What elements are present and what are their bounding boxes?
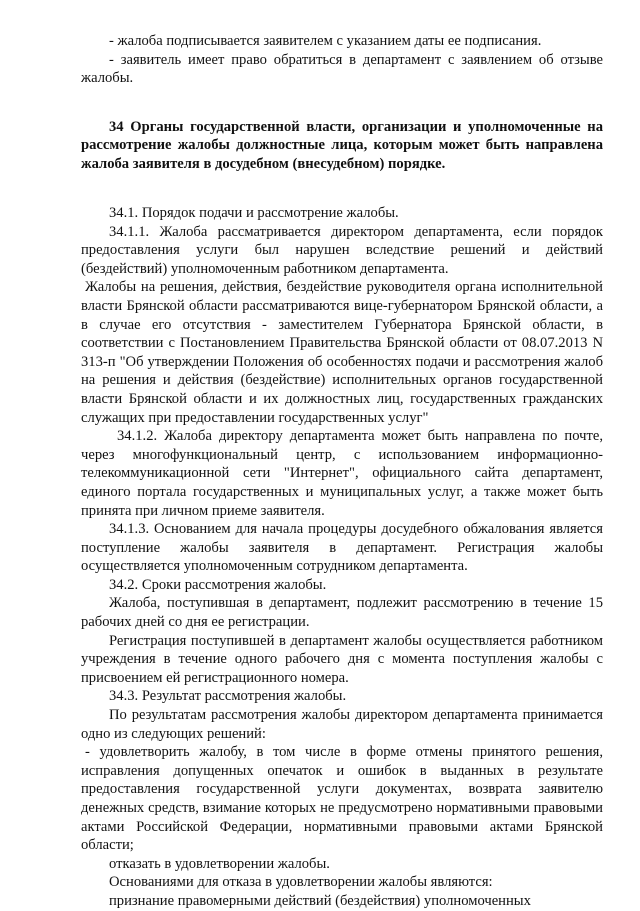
intro-line-signature: - жалоба подписывается заявителем с указанием даты ее подписания.	[109, 33, 542, 49]
paragraph-34-1: 34.1. Порядок подачи и рассмотрение жалобы.	[109, 205, 399, 221]
intro-line-withdrawal: - заявитель имеет право обратиться в департамент с заявлением об отзыве жалобы.	[81, 51, 603, 87]
paragraph-34-1-2: 34.1.2. Жалоба директору департамента может быть направлена по почте, через многофункциональный центр, с использованием информационно-телекоммуникационной сети "Интернет", официального сайта департамент, единого портала государственных и муниципальных услуг, а также может быть принята при личном приеме заявителя.	[81, 428, 603, 519]
paragraph-satisfy: - удовлетворить жалобу, в том числе в форме отмены принятого решения, исправления допущенных опечаток и ошибок в выданных в результате предоставления государственной услуги документах, возврата заявителю денежных средств, взимание которых не предусмотрено нормативными правовыми актами Российской Федерации, нормативными правовыми актами Брянской области;	[81, 744, 603, 854]
paragraph-34-2: 34.2. Сроки рассмотрения жалобы.	[109, 576, 327, 593]
document-page	[81, 32, 603, 911]
paragraph-34-1-3: 34.1.3. Основанием для начала процедуры досудебного обжалования является поступление жалобы заявителя в департамент. Регистрация жалобы осуществляется уполномоченным сотрудником департамента.	[81, 521, 603, 575]
section-heading: 34 Органы государственной власти, организации и уполномоченные на рассмотрение жалобы должностные лица, которым может быть направлена жалоба заявителя в досудебном (внесудебном) порядке.	[81, 118, 603, 172]
paragraph-refusal-grounds: Основаниями для отказа в удовлетворении жалобы являются:	[109, 874, 493, 891]
paragraph-34-3: 34.3. Результат рассмотрения жалобы.	[109, 688, 347, 705]
paragraph-review-period: Жалоба, поступившая в департамент, подлежит рассмотрению в течение 15 рабочих дней со дня ее регистрации.	[81, 595, 603, 631]
paragraph-decision: По результатам рассмотрения жалобы директором департамента принимается одно из следующих решений:	[81, 707, 603, 742]
paragraph-recognition: признание правомерными действий (бездействия) уполномоченных	[109, 892, 531, 909]
paragraph-34-1-1: 34.1.1. Жалоба рассматривается директором департамента, если порядок предоставления услуги был нарушен вследствие решений и действий (бездействий) уполномоченным работником департамента.	[81, 223, 603, 277]
paragraph-complaints-governor: Жалобы на решения, действия, бездействие руководителя органа исполнительной власти Брянской области рассматриваются вице-губернатором Брянской области, а в случае его отсутствия - заместителем Губернатора Брянской области, в соответствии с Постановлением Правительства Брянской области от 08.07.2013 N 313-п "Об утверждении Положения об особенностях подачи и рассмотрения жалоб на решения и действия (бездействие) исполнительных органов государственной власти Брянской области и их должностных лиц, государственных гражданских служащих при предоставлении государственных услуг"	[81, 279, 603, 426]
paragraph-refuse: отказать в удовлетворении жалобы.	[109, 855, 330, 872]
paragraph-registration: Регистрация поступившей в департамент жалобы осуществляется работником учреждения в течение одного рабочего дня с момента поступления жалобы с присвоением ей регистрационного номера.	[81, 632, 603, 686]
